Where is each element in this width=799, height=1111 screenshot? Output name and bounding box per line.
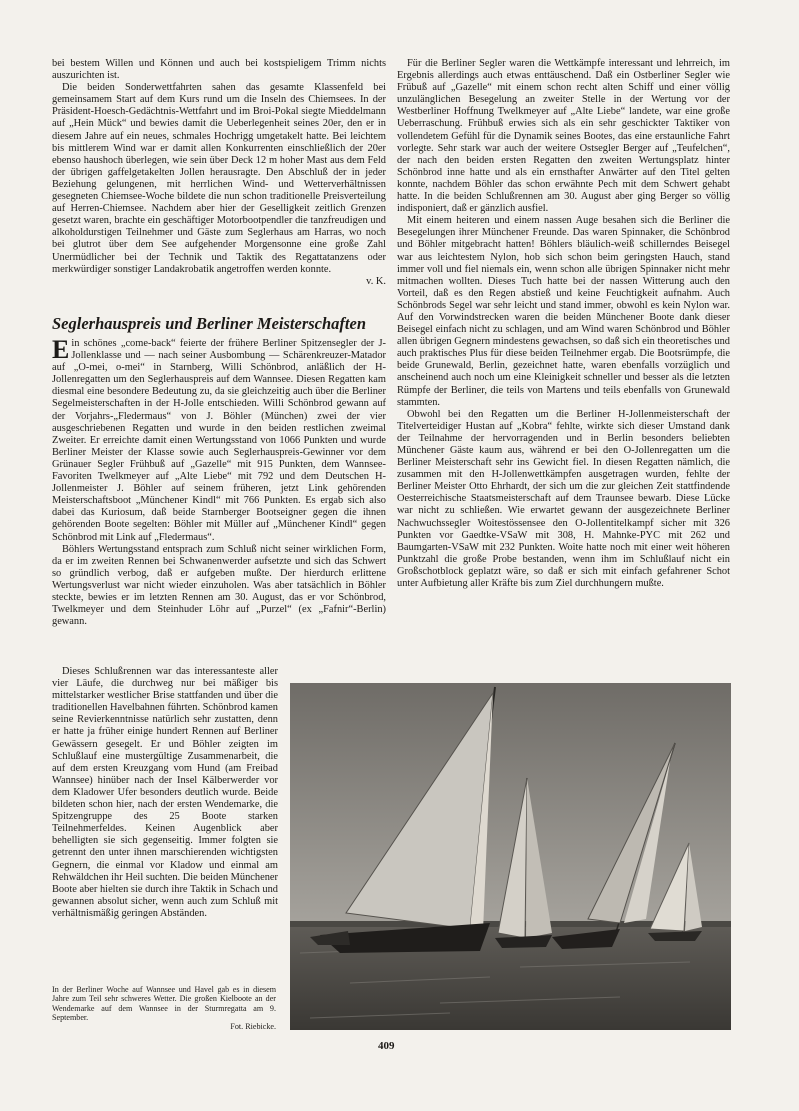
article-narrow-column (52, 666, 278, 994)
paragraph: Mit einem heiteren und einem nassen Auge besahen sich die Berliner die Besegelungen ihrer Münchener Freunde. Das waren Spinnaker, die Schönbrod und Böhler mitgebracht hatten! Böhlers bläulich-weiß schillerndes Beisegel war aus leichtestem Nylon, hob sich schon beim geringsten Hauch, stand immer voll und fiel niemals ein, wenn schon alle übrigen Spinnaker nicht mehr mitmachen wollten. Dieses Tuch hatte bei der nassen Witterung auch den Vorteil, daß es den Regen abstieß und keine Feuchtigkeit aufnahm. Auch Schönbrods Segel war sehr leicht und stand immer, obwohl es kein Nylon war. Auf den Vorwindstrecken waren die beiden Münchener Boote dank dieser Beisegel einfach nicht zu schlagen, und am Wind waren Schönbrod und Böhler allen übrigen Gegnern mindestens gewachsen, so daß sich ein theoretisches und auch praktisches Plus für diese beiden Teilnehmer ergab. Die Bootsrümpfe, die beide Grunewald, Berlin, gezeichnet hatte, waren ebenfalls vorzüglich und anscheinend auch noch um eine Kleinigkeit schneller und besser als die letzten Rümpfe der Berliner, die teils von Martens und teils ebenfalls von Grunewald stammten. (397, 215, 730, 408)
article-intro (52, 338, 386, 664)
drop-cap: E (52, 338, 70, 364)
paragraph: Obwohl bei den Regatten um die Berliner H-Jollenmeisterschaft der Titelverteidiger Hustan auf „Kobra“ fehlte, wirkte sich dieser Umstand dank der Teilnahme der hervorragenden und in Berlin besonders beliebten Münchener Gäste kaum aus, während er bei den O-Jollenregatten um die Berliner Meisterschaft sehr ins Gewicht fiel. In diesen Regatten nämlich, die zusammen mit den H-Jollenwettkämpfen ausgetragen wurden, fehlte der Berliner Meister Otto Ehrhardt, der sich um die zur gleichen Zeit stattfindende Oesterreichische Staatsmeisterschaft auf dem Traunsee bewarb. Diese Lücke war nicht zu schließen. Wie erwartet gewann der ausgezeichnete Berliner Nachwuchssegler Woitestössensee den O-Jollentitelkampf sicher mit 326 Punkten vor Gaedtke-VSaW mit 308, H. Mahnke-PYC mit 262 und Baumgarten-VSaW mit 232 Punkten. Woite hatte noch mit einer weit höheren Punktzahl die große Probe bestanden, wenn ihm im Schlußlauf nicht ein Großschotblock geplatzt wäre, so daß er sich mit einfach gefahrener Schot unter Aufbietung aller Kräfte bis zum Ziel durchhungern mußte. (397, 408, 730, 590)
photo-caption: In der Berliner Woche auf Wannsee und Havel gab es in diesem Jahre zum Teil sehr schweres Wetter. Die großen Kielboote an der Wendemarke auf dem Wannsee in der Sturmregatta am 9. September. Fot. Riebicke. (52, 985, 276, 1032)
article-end-chiemsee (52, 58, 386, 336)
paragraph: bei bestem Willen und Können und auch bei kostspieligem Trimm nichts auszurichten ist. (52, 58, 386, 82)
paragraph: Böhlers Wertungsstand entsprach zum Schluß nicht seiner wirklichen Form, da er im zweiten Rennen bei Schwanenwerder aufsetzte und sich das Schwert so gründlich verbog, daß er aufgeben mußte. Der hierdurch erlittene Wertungsverlust war nicht wieder einzuholen. Was aber tatsächlich in Böhler steckte, bewies er im letzten Rennen am 30. August, das er vor Schönbrod, Twelkmeyer und dem Steinhuder Löhr auf „Purzel“ (ex „Fafnir“-Berlin) gewann. (52, 543, 386, 628)
photo-credit: Fot. Riebicke. (230, 1022, 276, 1032)
paragraph: Ein schönes „come-back“ feierte der frühere Berliner Spitzensegler der J-Jollenklasse und — nach seiner Ausbombung — Schärenkreuzer-Matador auf „O-mei, o-mei“ in Starnberg, Willi Schönbrod, anläßlich der H-Jollenregatten um den Seglerhauspreis auf dem Wannsee. Diesen Regatten kam diesmal eine besondere Bedeutung zu, da sie gleichzeitig auch über die Berliner Segelmeisterschaften in der H-Jolle entschieden. Willi Schönbrod gewann auf der Vorjahrs-„Fledermaus“ von J. Böhler (München) zwei der vier ausgeschriebenen Regatten und wurde in den beiden restlichen zweimal Zweiter. Er erreichte damit einen Wertungsstand von 1066 Punkten und wurde Berliner Meister der Klasse sowie auch Seglerhauspreis-Gewinner vor dem Grünauer Segler Frühbuß auf „Gazelle“ mit 915 Punkten, dem Wannsee-Favoriten Twelkmeyer auf „Alte Liebe“ mit 792 und dem Deutschen H-Jollenmeister J. Böhler auf seinem früheren, jetzt Link gehörenden Meisterschaftsboot „Münchener Kindl“ mit 766 Punkten. Es ergab sich also dabei das Kuriosum, daß beide Starnberger Bootseigner gegen die ihnen gehörenden Boote segelten: Böhler mit Müller auf „Münchener Kindl“ gegen Schönbrod mit Link auf „Fledermaus“. (52, 338, 386, 543)
sailboats-illustration (290, 683, 731, 1030)
article-headline: Seglerhauspreis und Berliner Meisterschaften (52, 314, 366, 333)
page-number: 409 (378, 1040, 395, 1052)
author-signature: v. K. (366, 275, 386, 287)
paragraph: Dieses Schlußrennen war das interessanteste aller vier Läufe, die durchweg nur bei mäßiger bis mittelstarker westlicher Brise stattfanden und über die traditionellen Havelbahnen führten. Schönbrod kamen seine Revierkenntnisse natürlich sehr zustatten, denn er hatte ja früher einige hundert Rennen auf Berliner Gewässern gesegelt. Er und Böhler zeigten im Schlußlauf eine mustergültige Zusammenarbeit, die auf dem ersten Kreuzgang vom Hund (am Freibad Wannsee) hinüber nach der Insel Kälberwerder vor dem Kladower Ufer besonders deutlich wurde. Beide bildeten schon hier, nach der ersten Wendemarke, die Spitzengruppe des 25 Boote starken Teilnehmerfeldes. Keinen Augenblick aber behelligten sie sich gegenseitig. Immer folgten sie getrennt den unter ihnen marschierenden wichtigsten Gegnern, die einmal vor Kladow und einmal am Rehwäldchen ihr Heil suchten. Die beiden Münchener Boote aber hielten sie durch ihre Taktik in Schach und gewannen absolut sicher, wenn auch zum Schluß mit verhältnismäßig geringen Abständen. (52, 666, 278, 919)
paragraph: Die beiden Sonderwettfahrten sahen das gesamte Klassenfeld bei gemeinsamem Start auf dem Kurs rund um die Inseln des Chiemsees. In der Präsident-Hoesch-Gedächtnis-Wettfahrt und im Broi-Pokal siegte Mieddelmann auf „Hein Mück“ und bewies damit die Ueberlegenheit seines 20er, den er in diesem Jahre auf ein neues, schmales Hochrigg umgetakelt hatte. Bei leichtem bis mittlerem Wind war er damit allen Konkurrenten einschließlich der 20er ebenso haushoch überlegen, wie sein über Deck 12 m hoher Mast aus dem Feld der übrigen gaffelgetakelten Jollen herausragte. Den Abschluß der in jeder Beziehung gelungenen, mit herrlichen Wind- und Wetterverhältnissen gesegneten Chiemsee-Woche bildete die nun schon traditionelle Preisverteilung auf Herren-Chiemsee. Nachdem aber hier der Geselligkeit zeitlich Grenzen gesetzt waren, brachte ein geschäftiger Motorbootpendler die tanzfreudigen und alkoholdurstigen Teilnehmer und Gäste zum Seglerhaus am Harras, wo noch bei glutrot über dem See aufgehender Morgensonne eine große Zahl Unermüdlicher bei der Technik und Taktik des Regattatanzens oder merkwürdiger sonstiger Landakrobatik angetroffen werden konnte. (52, 82, 386, 275)
sailing-photo (290, 683, 731, 1030)
article-right-column (397, 58, 730, 670)
paragraph: Für die Berliner Segler waren die Wettkämpfe interessant und lehrreich, im Ergebnis allerdings auch etwas enttäuschend. Daß ein Ostberliner Segler wie Frübuß auf „Gazelle“ mit einem schon recht alten Schiff und einer völlig unzulänglichen Besegelung an zweiter Stelle in der Wertung vor der Westberliner Hoffnung Twelkmeyer auf „Alte Liebe“ landete, war eine große Ueberraschung. Frühbuß erwies sich als ein sehr geschickter Taktiker von vollendetem Gefühl für die Dynamik seines Bootes, das eine erstaunliche Fahrt vorlegte. Sehr stark war auch der weitere Ostsegler Berger auf „Teufelchen“, der nach den beiden ersten Regatten den zweiten Wertungsplatz hinter Schönbrod inne hatte und als ein ernsthafter Anwärter auf den Titel gelten konnte, nachdem Böhler das schon erwähnte Pech mit dem Schwert gehabt hatte. In die beiden Schlußrennen am 30. August aber ging Berger so völlig indisponiert, daß er gänzlich ausfiel. (397, 58, 730, 215)
